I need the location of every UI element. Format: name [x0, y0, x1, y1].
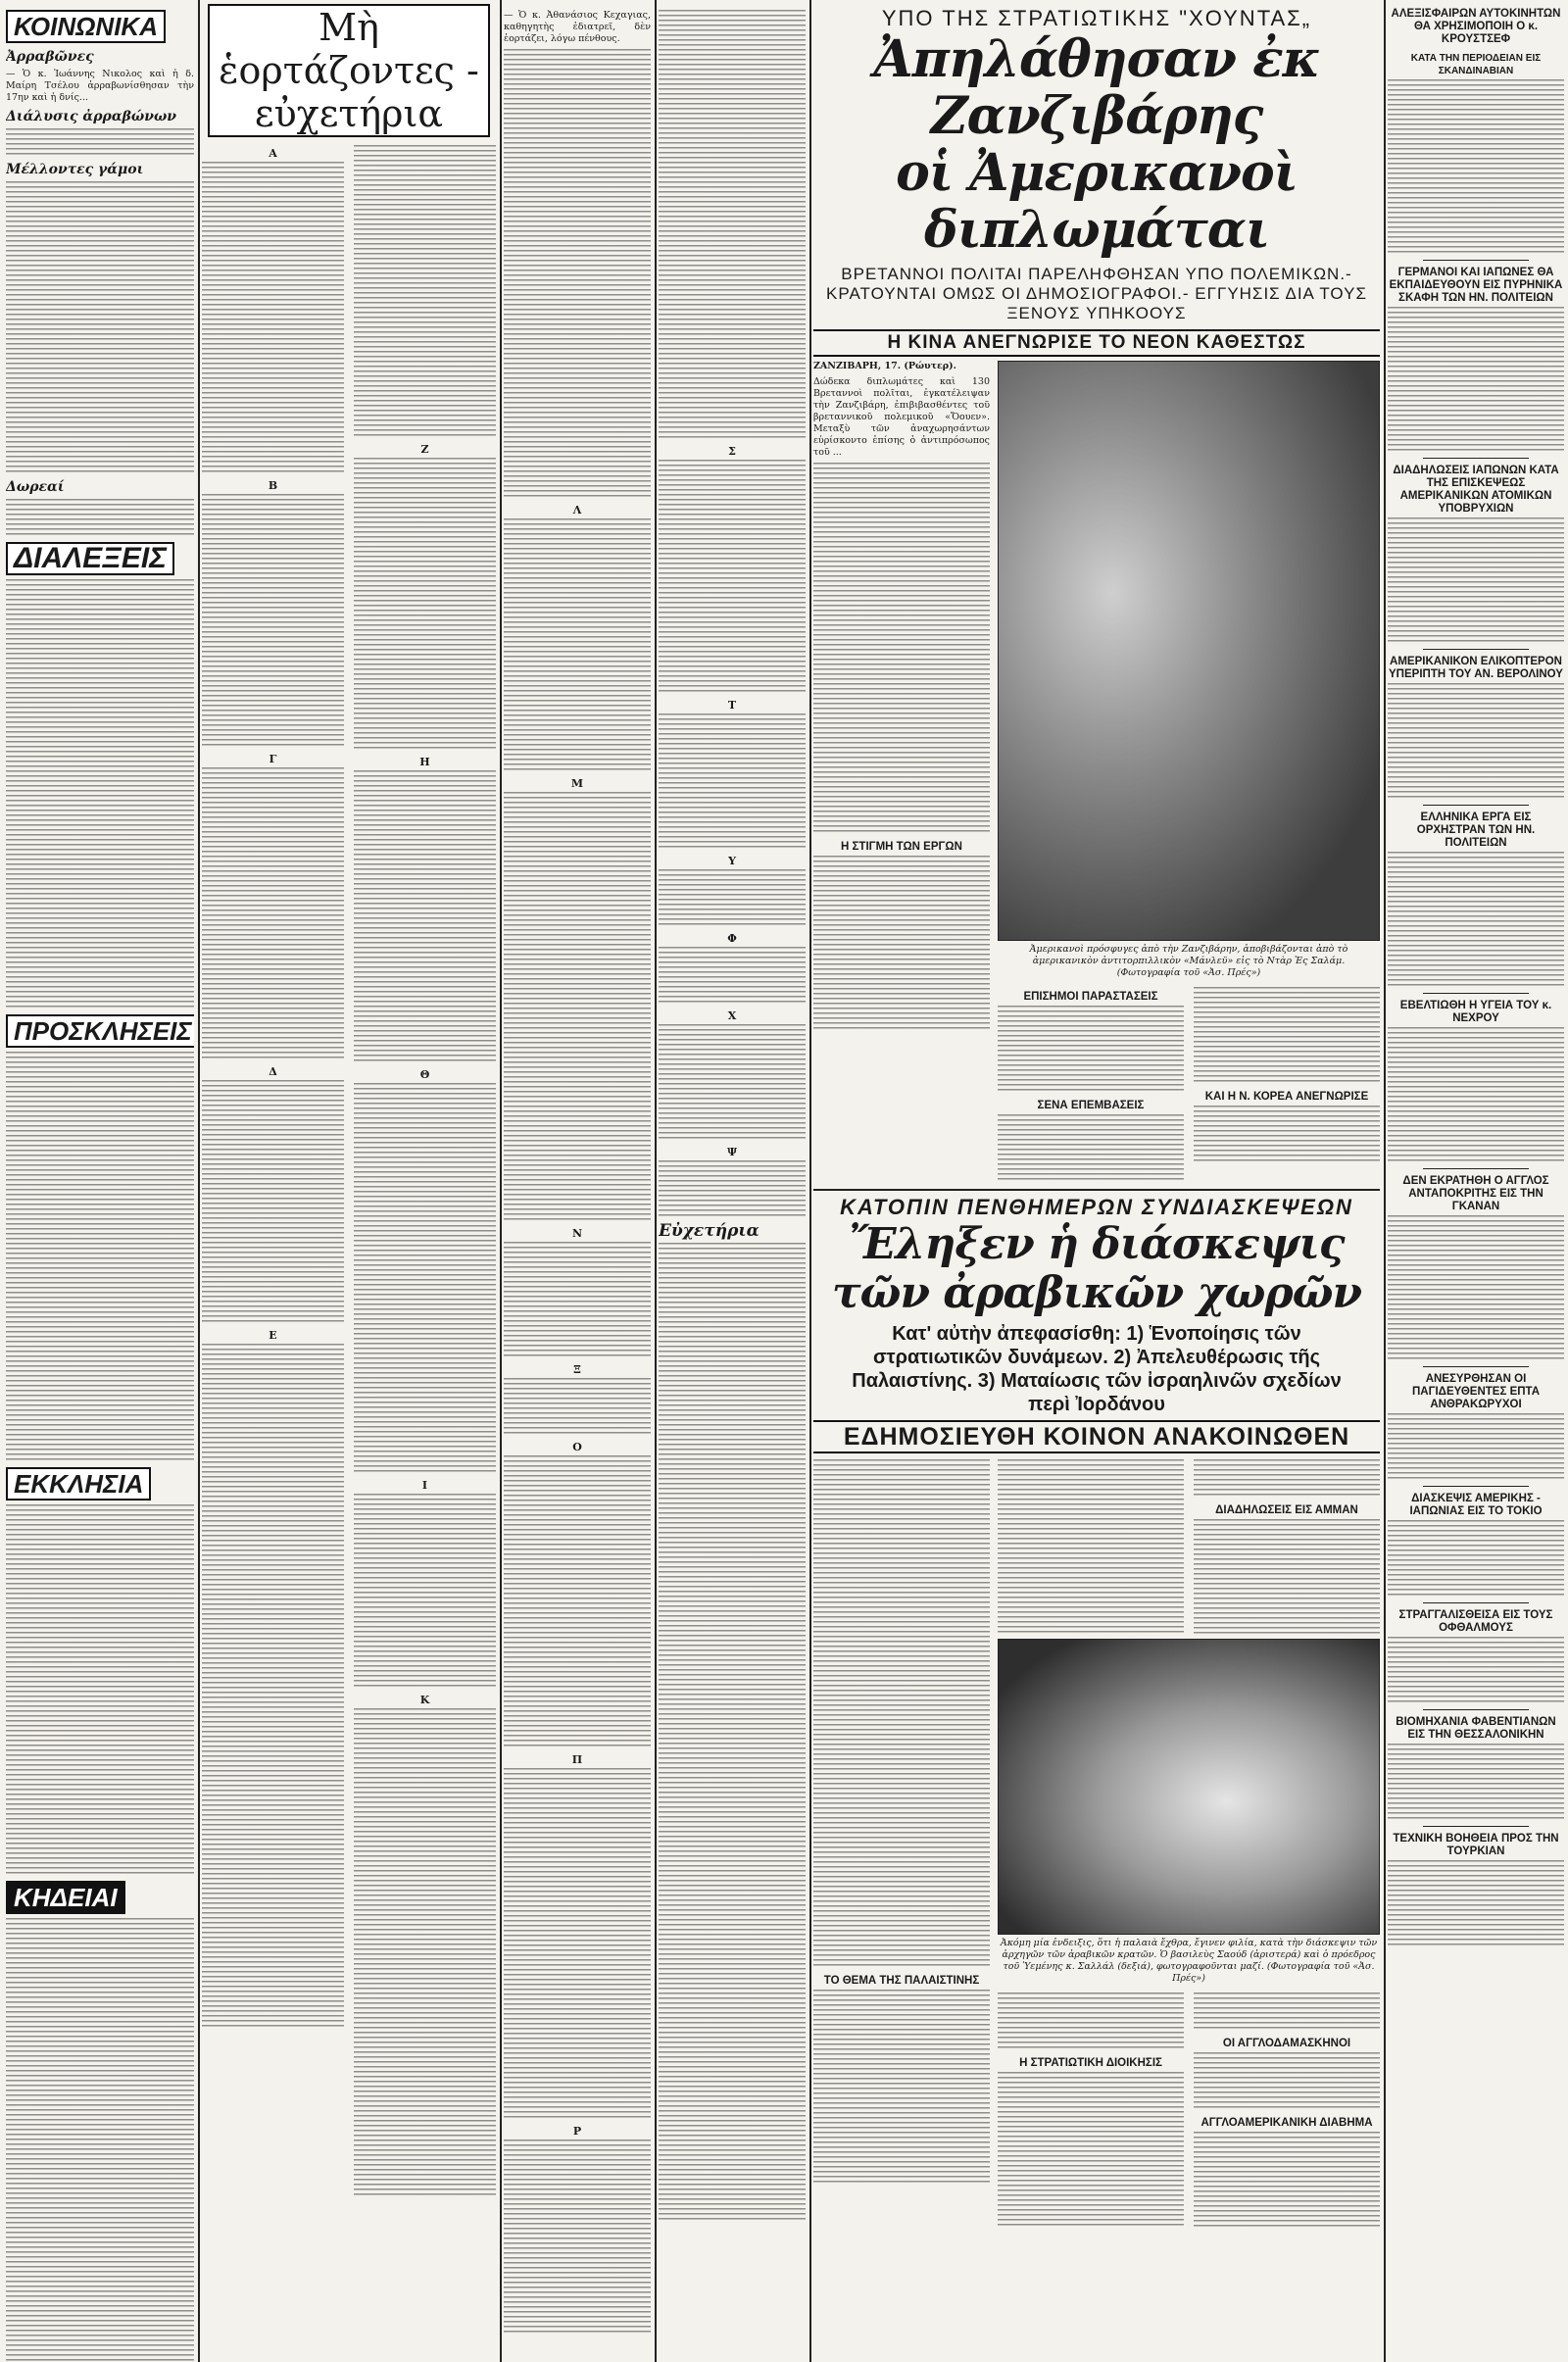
letter-heading: Α	[269, 147, 277, 160]
item-headline: ΑΝΕΣΥΡΘΗΣΑΝ ΟΙ ΠΑΓΙΔΕΥΘΕΝΤΕΣ ΕΠΤΑ ΑΝΘΡΑΚΩΡΥΧΟΙ	[1411, 1373, 1541, 1410]
arravones-header: Ἀρραβῶνες	[6, 49, 94, 65]
sub-heading: Η ΣΤΡΑΤΙΩΤΙΚΗ ΔΙΟΙΚΗΣΙΣ	[1019, 2057, 1162, 2069]
item-headline: ΓΕΡΜΑΝΟΙ ΚΑΙ ΙΑΠΩΝΕΣ ΘΑ ΕΚΠΑΙΔΕΥΘΟΥΝ ΕΙΣ ΠΥΡΗΝΙΚΑ ΣΚΑΦΗ ΤΩΝ ΗΝ. ΠΟΛΙΤΕΙΩΝ	[1389, 267, 1563, 304]
column-divider	[500, 0, 502, 2362]
eyxethria-header: Εὐχετήρια	[659, 1221, 760, 1241]
headline-main-2: οἱ Ἀμερικανοὶ διπλωμάται	[896, 143, 1298, 260]
main-news-section	[813, 0, 1380, 2362]
column-social	[6, 0, 194, 2362]
koinonika-header: ΚΟΙΝΩΝΙΚΑ	[6, 10, 166, 43]
letter-heading: Ν	[571, 1227, 583, 1240]
letter-heading: Γ	[269, 753, 277, 765]
photo-arab-leaders	[998, 1639, 1380, 1935]
china-band: Η ΚΙΝΑ ΑΝΕΓΝΩΡΙΣΕ ΤΟ ΝΕΟΝ ΚΑΘΕΣΤΩΣ	[813, 329, 1380, 357]
column-divider	[1384, 0, 1386, 2362]
item-headline: ΒΙΟΜΗΧΑΝΙΑ ΦΑΒΕΝΤΙΑΝΩΝ ΕΙΣ ΤΗΝ ΘΕΣΣΑΛΟΝΙΚΗΝ	[1396, 1716, 1556, 1741]
letter-heading: Ζ	[420, 443, 429, 456]
letter-heading: Ι	[421, 1479, 428, 1492]
ekklhsia-header: ΕΚΚΛΗΣΙΑ	[6, 1467, 151, 1501]
letter-heading: Κ	[419, 1694, 430, 1706]
column-divider	[198, 0, 200, 2362]
arab-kicker: ΚΑΤΟΠΙΝ ΠΕΝΘΗΜΕΡΩΝ ΣΥΝΔΙΑΣΚΕΨΕΩΝ	[840, 1195, 1353, 1219]
headline-kicker: ΥΠΟ ΤΗΣ ΣΤΡΑΤΙΩΤΙΚΗΣ "ΧΟΥΝΤΑΣ„	[881, 6, 1312, 30]
photo-arab-caption: Ἀκόμη μία ἐνδειξις, ὅτι ἡ παλαιὰ ἔχθρα, ἔγινεν φιλία, κατὰ τὴν διάσκεψιν τῶν ἀρχηγῶν τῶν ἀραβικῶν κρατῶν. Ὁ βασιλεὺς Σαούδ (ἀριστερά) καὶ ὁ πρόεδρος τοῦ Ὑεμένης κ. Σαλλάλ (δεξιά), φωτογραφοῦνται μαζί. (Φωτογραφία τοῦ «Ἀσ. Πρές»)	[1000, 1938, 1378, 1984]
arab-headline: Ἔληξεν ἡ διάσκεψις τῶν ἀραβικῶν χωρῶν	[831, 1219, 1362, 1318]
column-names-1	[202, 0, 496, 2362]
item-headline: ΑΛΕΞΙΣΦΑΙΡΩΝ ΑΥΤΟΚΙΝΗΤΩΝ ΘΑ ΧΡΗΣΙΜΟΠΟΙΗ Ο κ. ΚΡΟΥΣΤΣΕΦ	[1391, 8, 1561, 45]
letter-heading: Θ	[419, 1068, 430, 1081]
column-names-2	[504, 0, 651, 2362]
item-headline: ΕΛΛΗΝΙΚΑ ΕΡΓΑ ΕΙΣ ΟΡΧΗΣΤΡΑΝ ΤΩΝ ΗΝ. ΠΟΛΙΤΕΙΩΝ	[1416, 812, 1536, 849]
names-title: Μὴ ἑορτάζοντες - εὐχετήρια	[208, 4, 490, 137]
letter-heading: Υ	[728, 855, 736, 867]
sub-heading: Η ΣΤΙΓΜΗ ΤΩΝ ΕΡΓΩΝ	[841, 841, 962, 853]
kedeiai-header: ΚΗΔΕΙΑΙ	[6, 1881, 125, 1914]
sub-heading: ΚΑΙ Η Ν. ΚΟΡΕΑ ΑΝΕΓΝΩΡΙΣΕ	[1204, 1091, 1369, 1103]
letter-heading: Ψ	[726, 1146, 738, 1158]
doreai-header: Δωρεαί	[6, 479, 65, 495]
column-names-3	[659, 0, 806, 2362]
dateline: ΖΑΝΖΙΒΑΡΗ, 17. (Ρώυτερ).	[813, 361, 956, 371]
sub-heading: ΕΠΙΣΗΜΟΙ ΠΑΡΑΣΤΑΣΕΙΣ	[1023, 991, 1158, 1003]
letter-heading: Λ	[572, 504, 582, 517]
prosklhseis-header: ΠΡΟΣΚΛΗΣΕΙΣ	[6, 1014, 194, 1048]
item-subheadline: ΚΑΤΑ ΤΗΝ ΠΕΡΙΟΔΕΙΑΝ ΕΙΣ ΣΚΑΝΔΙΝΑΒΙΑΝ	[1410, 53, 1542, 76]
letter-heading: Π	[571, 1753, 583, 1766]
letter-heading: Χ	[727, 1009, 737, 1022]
mellontes-header: Μέλλοντες γάμοι	[6, 162, 144, 177]
letter-heading: Φ	[727, 932, 737, 945]
letter-heading: Σ	[728, 445, 736, 458]
dialysis-header: Διάλυσις ἀρραβώνων	[6, 109, 176, 124]
sample-entry: — Ὁ κ. Ἀθανάσιος Κεχαγιας, καθηγητὴς ἐδιατρεῖ, δὲν ἑορτάζει, λόγω πένθους.	[504, 10, 651, 44]
item-headline: ΑΜΕΡΙΚΑΝΙΚΟΝ ΕΛΙΚΟΠΤΕΡΟΝ ΥΠΕΡΙΠΤΗ ΤΟΥ ΑΝ. ΒΕΡΟΛΙΝΟΥ	[1389, 656, 1563, 680]
arravones-text: — Ὁ κ. Ἰωάννης Νικολος καὶ ἡ δ. Μαίρη Τσέλου ἀρραβωνίσθησαν τὴν 17ην καὶ ἡ δνίς...	[6, 69, 194, 103]
letter-heading: Ρ	[572, 2125, 582, 2138]
sub-heading: ΑΓΓΛΟΑΜΕΡΙΚΑΝΙΚΗ ΔΙΑΒΗΜΑ	[1200, 2117, 1373, 2129]
sub-heading: ΣΕΝΑ ΕΠΕΜΒΑΣΕΙΣ	[1037, 1100, 1145, 1111]
item-headline: ΣΤΡΑΓΓΑΛΙΣΘΕΙΣΑ ΕΙΣ ΤΟΥΣ ΟΦΘΑΛΜΟΥΣ	[1398, 1609, 1553, 1634]
item-headline: ΔΙΑΣΚΕΨΙΣ ΑΜΕΡΙΚΗΣ - ΙΑΠΩΝΙΑΣ ΕΙΣ ΤΟ ΤΟΚΙΟ	[1409, 1493, 1543, 1517]
sub-heading: ΤΟ ΘΕΜΑ ΤΗΣ ΠΑΛΑΙΣΤΙΝΗΣ	[823, 1975, 980, 1987]
letter-heading: Τ	[727, 699, 737, 712]
headline-main-1: Ἀπηλάθησαν ἐκ Ζανζιβάρης	[873, 29, 1320, 146]
letter-heading: Η	[419, 756, 430, 768]
letter-heading: Ε	[269, 1329, 277, 1342]
dialexeis-header: ΔΙΑΛΕΞΕΙΣ	[6, 542, 174, 575]
sub-heading: ΟΙ ΑΓΓΛΟΔΑΜΑΣΚΗΝΟΙ	[1222, 2038, 1351, 2049]
photo-ship	[998, 361, 1380, 941]
letter-heading: Ξ	[573, 1363, 581, 1376]
column-divider	[655, 0, 657, 2362]
arab-deck: Κατ' αὐτὴν ἀπεφασίσθη: 1) Ἑνοποίησις τῶν στρατιωτικῶν δυνάμεων. 2) Ἀπελευθέρωσις τῆς Παλαιστίνης. 3) Ματαίωσις τῶν ἰσραηλινῶν σχεδίων περὶ Ἰορδάνου	[852, 1323, 1342, 1415]
lead-text: Δώδεκα διπλωμάτες καὶ 130 Βρεταννοὶ πολῖται, ἐγκατέλειψαν τὴν Ζανζιβάρη, ἐπιβιβασθέντες τοῦ βρεταννικοῦ πολεμικοῦ «Ὄουεν». Μεταξὺ τῶν ἀναχωρησάντων εὑρίσκοντο ἐπίσης ὁ ἀντιπρόσωπος τοῦ ...	[813, 376, 990, 458]
item-headline: ΔΕΝ ΕΚΡΑΤΗΘΗ Ο ΑΓΓΛΟΣ ΑΝΤΑΠΟΚΡΙΤΗΣ ΕΙΣ ΤΗΝ ΓΚΑΝΑΝ	[1402, 1175, 1549, 1212]
item-headline: ΤΕΧΝΙΚΗ ΒΟΗΘΕΙΑ ΠΡΟΣ ΤΗΝ ΤΟΥΡΚΙΑΝ	[1393, 1833, 1559, 1857]
column-divider	[809, 0, 811, 2362]
photo-ship-caption: Ἀμερικανοὶ πρόσφυγες ἀπὸ τὴν Ζανζιβάρην, ἀποβιβάζονται ἀπὸ τὸ ἀμερικανικὸν ἀντιτορπιλλικὸν «Μάνλεϋ» εἰς τὸ Ντὰρ Ἐς Σαλάμ. (Φωτογραφία τοῦ «Ἀσ. Πρές»)	[1029, 944, 1348, 978]
item-headline: ΕΒΕΛΤΙΩΘΗ Η ΥΓΕΙΑ ΤΟΥ κ. ΝΕΧΡΟΥ	[1399, 1000, 1552, 1024]
letter-heading: Μ	[570, 777, 584, 790]
headline-deck: ΒΡΕΤΑΝΝΟΙ ΠΟΛΙΤΑΙ ΠΑΡΕΛΗΦΘΗΣΑΝ ΥΠΟ ΠΟΛΕΜΙΚΩΝ.-ΚΡΑΤΟΥΝΤΑΙ ΟΜΩΣ ΟΙ ΔΗΜΟΣΙΟΓΡΑΦΟΙ.- ΕΓΓΥΗΣΙΣ ΔΙΑ ΤΟΥΣ ΞΕΝΟΥΣ ΥΠΗΚΟΟΥΣ	[826, 265, 1367, 322]
item-headline: ΔΙΑΔΗΛΩΣΕΙΣ ΙΑΠΩΝΩΝ ΚΑΤΑ ΤΗΣ ΕΠΙΣΚΕΨΕΩΣ ΑΜΕΡΙΚΑΝΙΚΩΝ ΑΤΟΜΙΚΩΝ ΥΠΟΒΡΥΧΙΩΝ	[1393, 465, 1559, 515]
letter-heading: Ο	[572, 1441, 582, 1453]
letter-heading: Δ	[269, 1065, 277, 1078]
letter-heading: Β	[268, 479, 278, 492]
column-foreign-news	[1388, 0, 1564, 2362]
sub-heading: ΔΙΑΔΗΛΩΣΕΙΣ ΕΙΣ ΑΜΜΑΝ	[1215, 1504, 1358, 1516]
communique-headline: ΕΔΗΜΟΣΙΕΥΘΗ ΚΟΙΝΟΝ ΑΝΑΚΟΙΝΩΘΕΝ	[813, 1420, 1380, 1453]
